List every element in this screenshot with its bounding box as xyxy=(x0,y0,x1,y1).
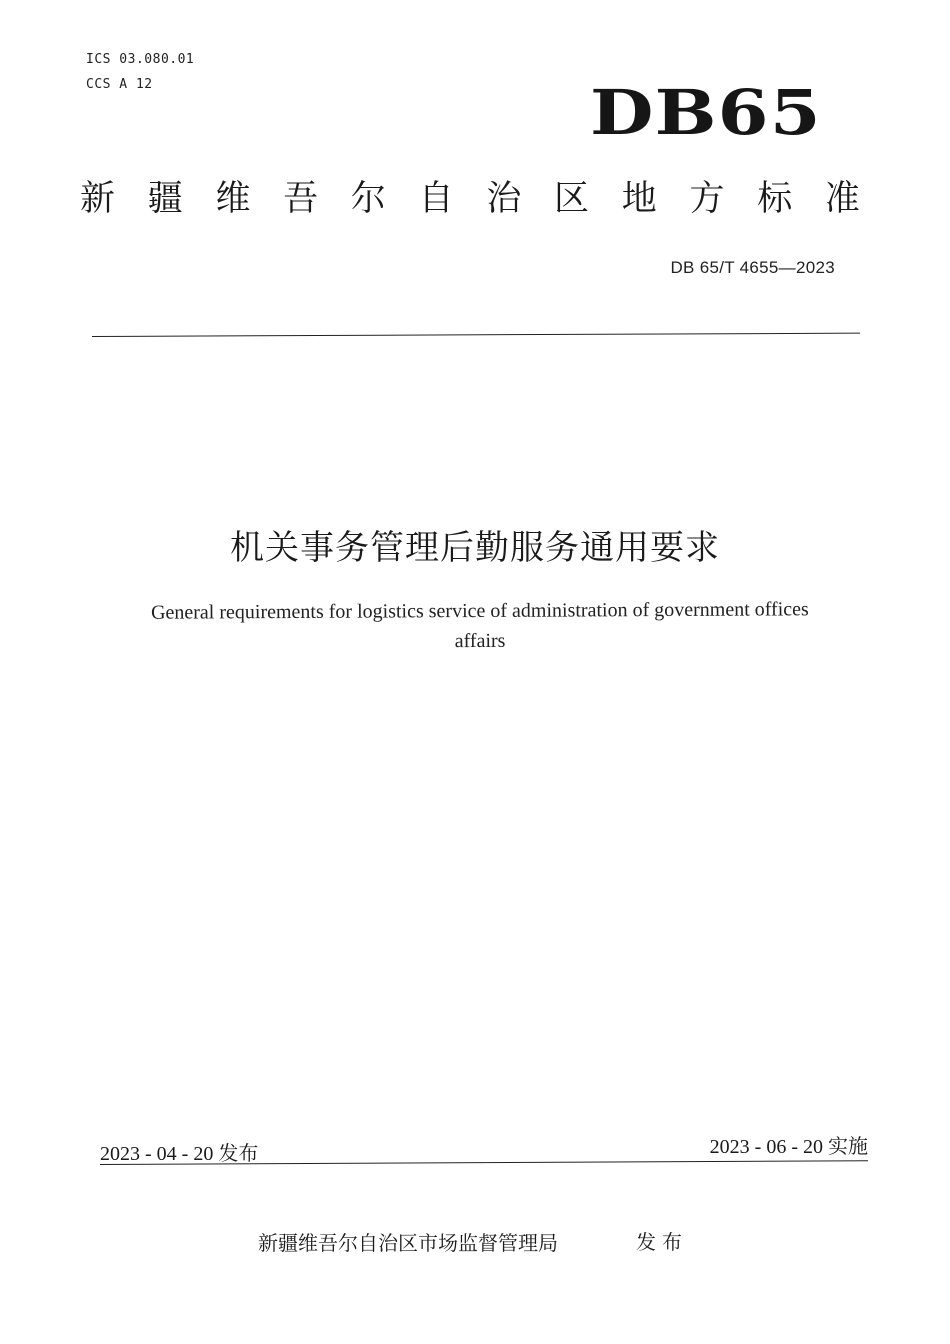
standard-type-char: 尔 xyxy=(350,179,386,219)
standard-type-char: 地 xyxy=(621,179,657,219)
title-chinese: 机关事务管理后勤服务通用要求 xyxy=(230,528,720,568)
standard-type-char: 自 xyxy=(418,179,454,219)
standard-type-char: 区 xyxy=(554,179,590,219)
title-english xyxy=(100,594,860,658)
top-divider xyxy=(92,333,860,337)
standard-type-char: 维 xyxy=(215,179,251,219)
ccs-code: CCS A 12 xyxy=(86,77,153,92)
standard-type-char: 标 xyxy=(757,179,793,219)
standard-type-char: 方 xyxy=(689,179,725,219)
standard-type-char: 疆 xyxy=(147,179,183,219)
standard-number: DB 65/T 4655—2023 xyxy=(670,258,835,277)
ics-code: ICS 03.080.01 xyxy=(86,52,195,67)
title-english-line1: General requirements for logistics service of administration of government offices xyxy=(150,598,809,624)
effective-date: 2023 - 06 - 20 实施 xyxy=(709,1136,868,1158)
issue-label: 发布 xyxy=(636,1230,688,1254)
db65-logo: DB65 xyxy=(590,76,822,149)
standard-type-char: 吾 xyxy=(283,179,319,219)
standard-type-char: 新 xyxy=(80,179,116,219)
issuing-authority: 新疆维吾尔自治区市场监督管理局 xyxy=(258,1231,558,1255)
standard-type-title xyxy=(80,179,860,219)
title-english-line2: affairs xyxy=(454,629,506,653)
standard-type-char: 治 xyxy=(486,179,522,219)
issue-date: 2023 - 04 - 20 发布 xyxy=(100,1143,259,1165)
standard-type-char: 准 xyxy=(824,179,860,219)
